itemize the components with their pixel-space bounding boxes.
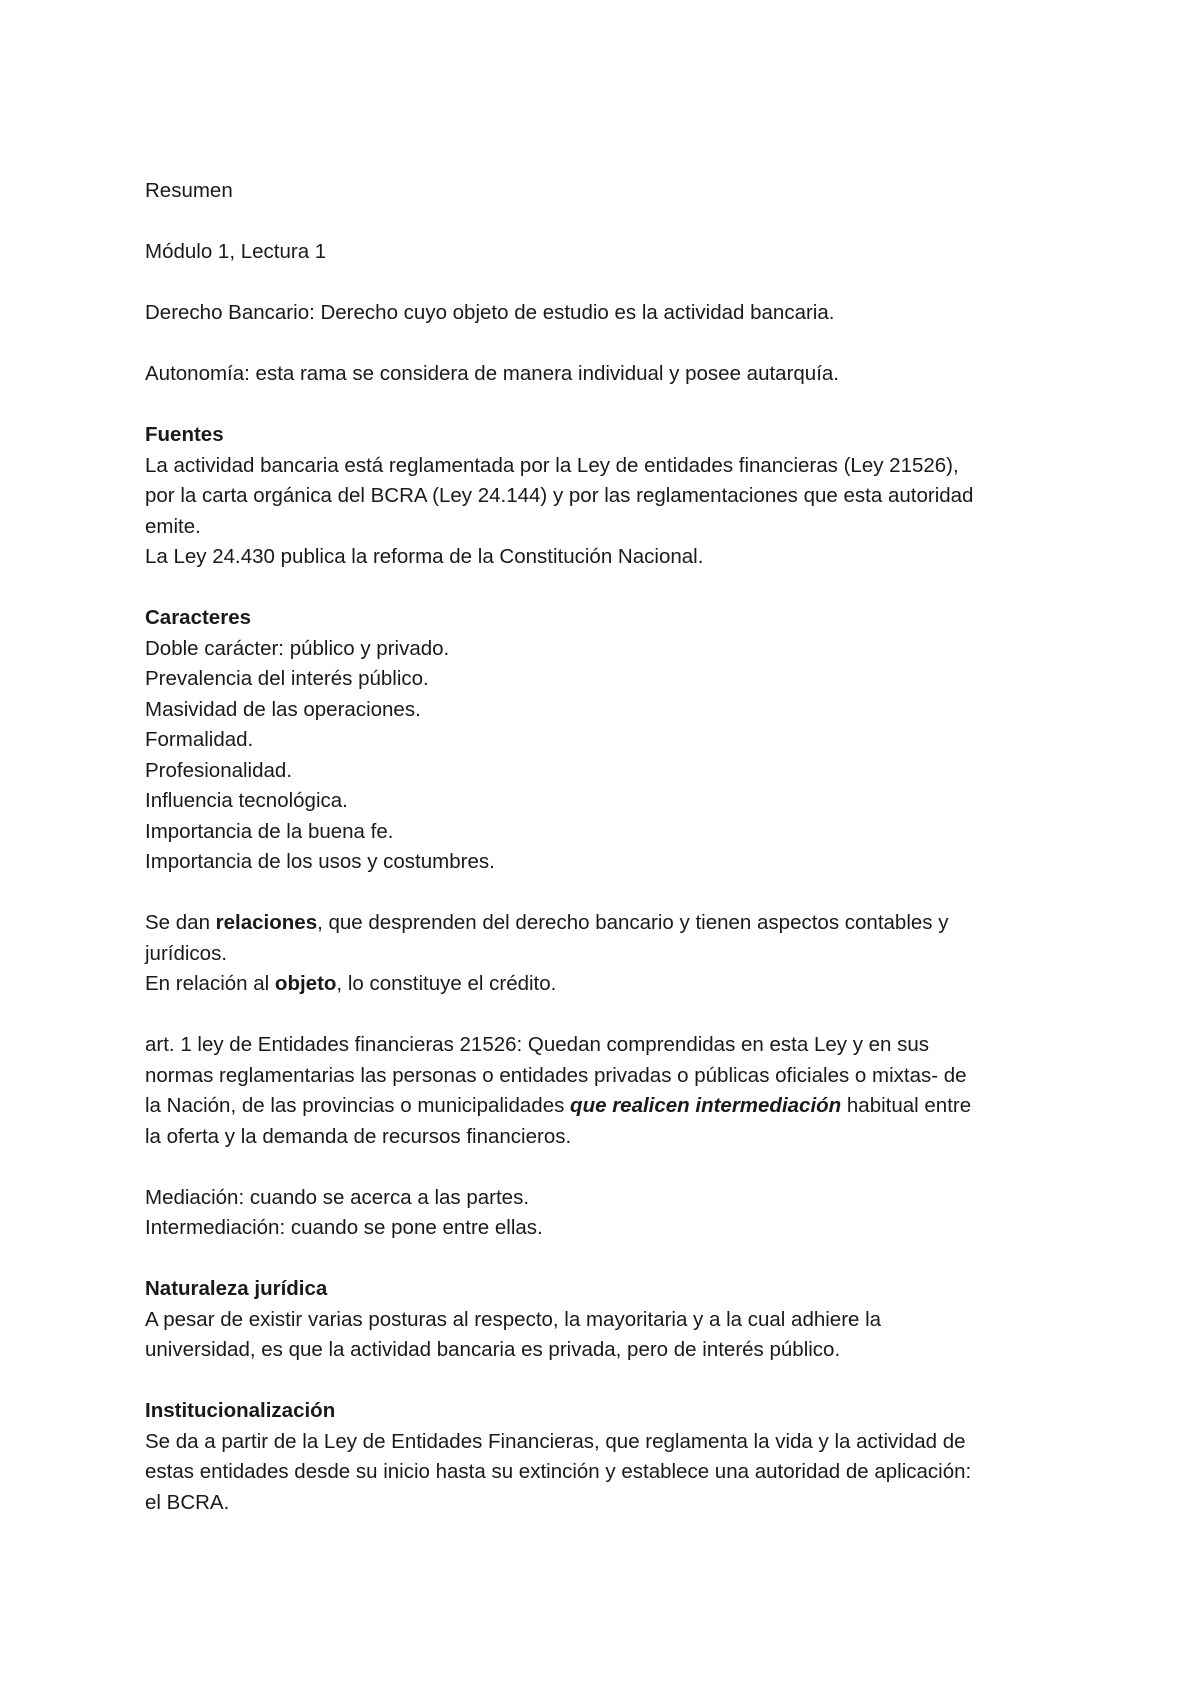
objeto-line: En relación al objeto, lo constituye el crédito. (145, 972, 557, 995)
spacer (145, 1244, 1065, 1275)
spacer (145, 268, 1065, 299)
spacer (145, 1000, 1065, 1031)
spacer (145, 878, 1065, 909)
institucionalizacion-line: estas entidades desde su inicio hasta su extinción y establece una autoridad de aplicación: (145, 1460, 972, 1483)
articulo-line: art. 1 ley de Entidades financieras 21526: Quedan comprendidas en esta Ley y en sus (145, 1033, 930, 1056)
fuentes-line: La actividad bancaria está reglamentada por la Ley de entidades financieras (Ley 21526), (145, 453, 959, 477)
fuentes-line: por la carta orgánica del BCRA (Ley 24.144) y por las reglamentaciones que esta autoridad (145, 484, 974, 507)
caracteres-item: Profesionalidad. (145, 758, 293, 782)
caracteres-item: Masividad de las operaciones. (145, 697, 421, 721)
definition-paragraph: Derecho Bancario: Derecho cuyo objeto de estudio es la actividad bancaria. (145, 301, 835, 324)
spacer (145, 329, 1065, 360)
relaciones-line: jurídicos. (145, 941, 228, 965)
institucionalizacion-line: el BCRA. (145, 1490, 230, 1514)
document-title: Resumen (145, 179, 233, 202)
intermediacion-line: Intermediación: cuando se pone entre ellas. (145, 1216, 543, 1239)
caracteres-item: Prevalencia del interés público. (145, 667, 429, 690)
mediacion-line: Mediación: cuando se acerca a las partes. (145, 1185, 530, 1209)
section-heading-caracteres: Caracteres (145, 606, 251, 629)
section-heading-naturaleza: Naturaleza jurídica (145, 1277, 328, 1300)
naturaleza-line: A pesar de existir varias posturas al respecto, la mayoritaria y a la cual adhiere la (145, 1307, 882, 1331)
section-heading-institucionalizacion: Institucionalización (145, 1399, 336, 1422)
caracteres-item: Formalidad. (145, 728, 254, 751)
articulo-line: normas reglamentarias las personas o entidades privadas o públicas oficiales o mixtas- de (145, 1063, 967, 1087)
autonomy-paragraph: Autonomía: esta rama se considera de manera individual y posee autarquía. (145, 362, 839, 385)
naturaleza-line: universidad, es que la actividad bancaria es privada, pero de interés público. (145, 1338, 841, 1361)
caracteres-item: Doble carácter: público y privado. (145, 636, 450, 660)
institucionalizacion-line: Se da a partir de la Ley de Entidades Financieras, que reglamenta la vida y la actividad de (145, 1429, 966, 1453)
spacer (145, 1152, 1065, 1183)
caracteres-item: Influencia tecnológica. (145, 789, 348, 812)
module-label: Módulo 1, Lectura 1 (145, 240, 327, 263)
articulo-line: la Nación, de las provincias o municipalidades que realicen intermediación habitual entre (145, 1094, 972, 1117)
caracteres-item: Importancia de la buena fe. (145, 819, 394, 843)
fuentes-line: La Ley 24.430 publica la reforma de la Constitución Nacional. (145, 545, 704, 568)
document-page (145, 176, 1065, 1518)
relaciones-line: Se dan relaciones, que desprenden del derecho bancario y tienen aspectos contables y (145, 911, 949, 934)
articulo-line: la oferta y la demanda de recursos financieros. (145, 1124, 572, 1148)
spacer (145, 1366, 1065, 1397)
spacer (145, 207, 1065, 238)
spacer (145, 390, 1065, 421)
spacer (145, 573, 1065, 604)
section-heading-fuentes: Fuentes (145, 423, 224, 446)
fuentes-line: emite. (145, 514, 201, 538)
caracteres-item: Importancia de los usos y costumbres. (145, 850, 495, 873)
